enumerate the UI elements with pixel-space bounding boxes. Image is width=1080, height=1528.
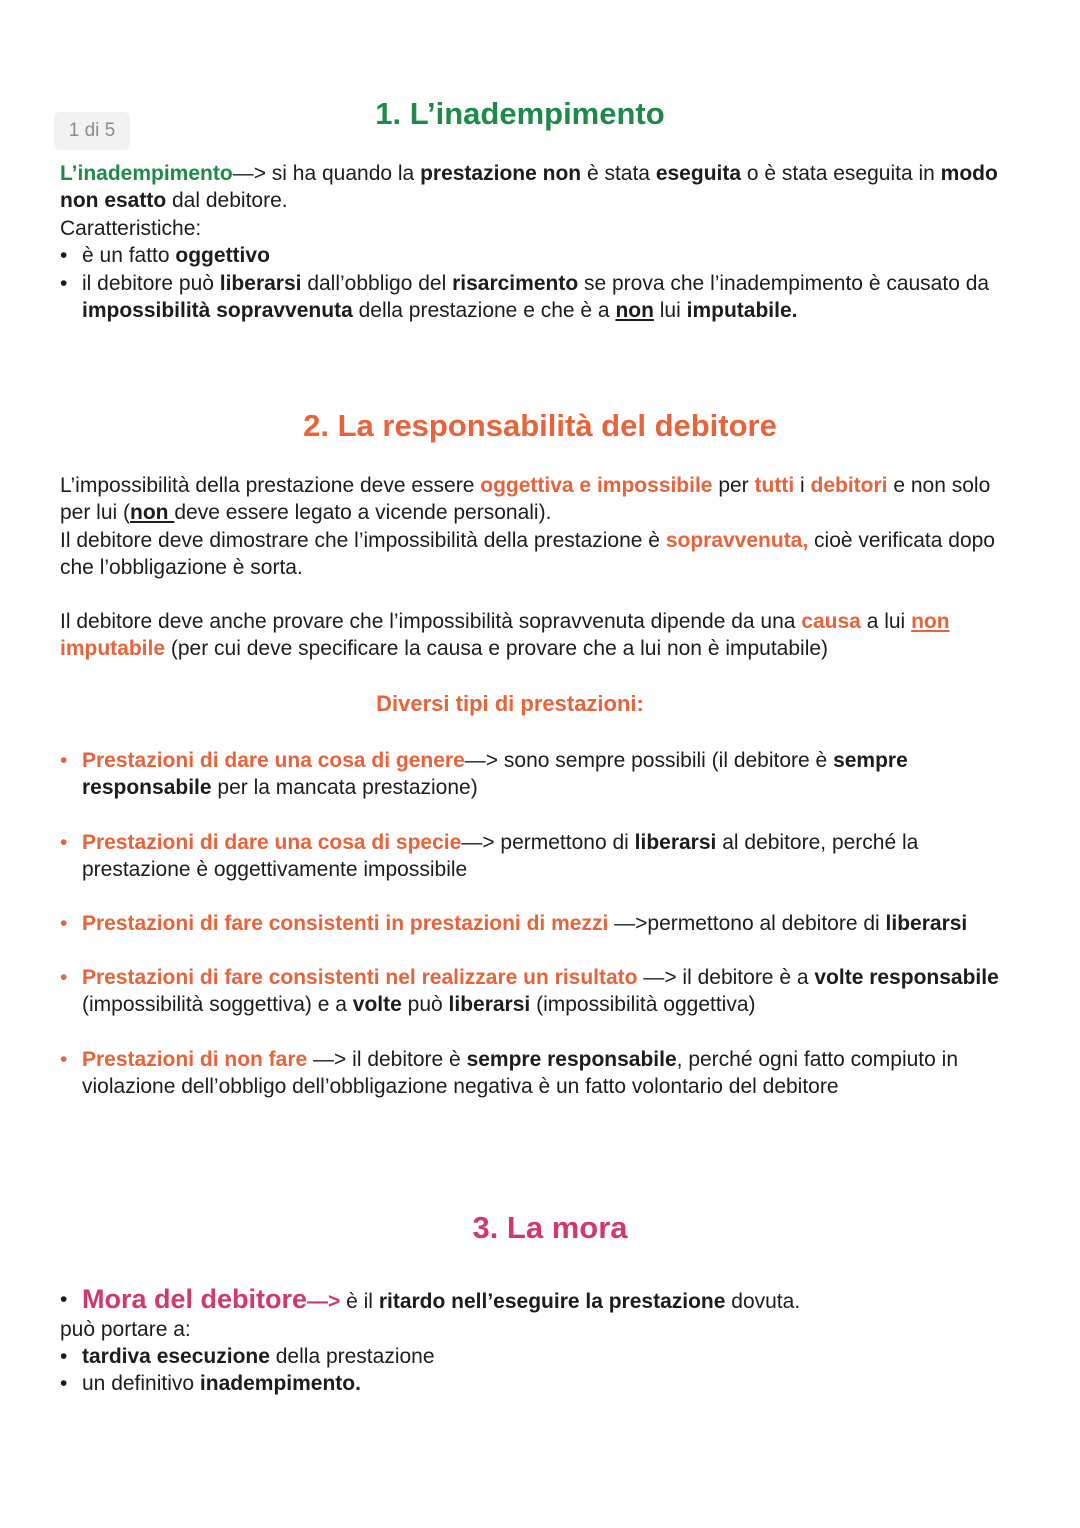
- list-item: [60, 1046, 1020, 1100]
- paragraph: [60, 472, 1020, 526]
- text: lui: [653, 299, 687, 322]
- text: cioè verificata dopo che l’obbligazione è sorta.: [60, 529, 995, 579]
- arrow: —>: [232, 162, 266, 185]
- text: della prestazione e che è a: [352, 299, 616, 322]
- subtitle: Diversi tipi di prestazioni:: [376, 691, 644, 716]
- list-item: [60, 964, 1020, 1018]
- highlight-text: oggettiva e impossibile: [480, 474, 713, 497]
- highlight-text: Prestazioni di fare consistenti nel realizzare un risultato: [82, 966, 638, 989]
- bold-text: sempre responsabile: [82, 749, 908, 799]
- bold-text: volte responsabile: [814, 966, 999, 989]
- bold-text: sempre responsabile: [466, 1048, 677, 1071]
- highlight-text: Prestazioni di fare consistenti in prestazioni di mezzi: [82, 912, 609, 935]
- text: i: [794, 474, 811, 497]
- definition-paragraph: [60, 160, 1020, 214]
- text: dal debitore.: [166, 189, 288, 212]
- text: se prova che l’inadempimento è causato da: [578, 272, 990, 295]
- text: a lui: [860, 610, 912, 633]
- list-item: [60, 242, 1020, 269]
- text: o è stata eseguita in: [741, 162, 941, 185]
- highlight-text: imputabile: [60, 637, 166, 660]
- highlight-text: Prestazioni di non fare: [82, 1048, 308, 1071]
- text: dall’obbligo del: [301, 272, 453, 295]
- bold-text: risarcimento: [452, 272, 579, 295]
- list-item: [60, 910, 1020, 937]
- bold-text: volte: [352, 993, 402, 1016]
- text: e non solo per lui (: [60, 474, 991, 524]
- bullet-icon: •: [60, 1372, 68, 1395]
- text: può: [401, 993, 449, 1016]
- text: L’impossibilità della prestazione deve essere: [60, 474, 481, 497]
- highlight-text: tutti: [754, 474, 795, 497]
- text: deve essere legato a vicende personali).: [174, 501, 552, 524]
- bold-text: non: [615, 299, 654, 322]
- list-item: [60, 747, 1020, 801]
- bold-text: liberarsi: [448, 993, 531, 1016]
- text: , perché ogni fatto compiuto in violazione dell’obbligo dell’obbligazione negativa è un fatto volontario del debitore: [82, 1048, 958, 1098]
- section-title-mora: 3. La mora: [472, 1210, 628, 1245]
- bold-text: prestazione non: [420, 162, 582, 185]
- text: un definitivo: [82, 1372, 200, 1395]
- mora-intro: può portare a:: [60, 1318, 191, 1341]
- bullet-icon: •: [60, 244, 68, 267]
- text: è stata: [581, 162, 656, 185]
- bold-text: liberarsi: [885, 912, 968, 935]
- bold-text: non: [130, 501, 175, 524]
- text: (impossibilità oggettiva): [530, 993, 756, 1016]
- text: —> il debitore è a: [637, 966, 815, 989]
- bold-text: oggettivo: [175, 244, 270, 267]
- list-item: [60, 1343, 1020, 1370]
- text: della prestazione: [269, 1345, 435, 1368]
- text: Il debitore deve anche provare che l’impossibilità sopravvenuta dipende da una: [60, 610, 802, 633]
- bold-text: impossibilità sopravvenuta: [82, 299, 353, 322]
- bullet-icon: •: [60, 1288, 68, 1311]
- text: —> sono sempre possibili (il debitore è: [464, 749, 834, 772]
- bold-text: liberarsi: [219, 272, 302, 295]
- text: Il debitore deve dimostrare che l’impossibilità della prestazione è: [60, 529, 666, 552]
- text: —> il debitore è: [307, 1048, 467, 1071]
- page-indicator: 1 di 5: [54, 112, 130, 150]
- bullet-icon: •: [60, 831, 68, 854]
- highlight-text: sopravvenuta,: [665, 529, 809, 552]
- section-title-responsabilita: 2. La responsabilità del debitore: [303, 408, 777, 443]
- list-item: [60, 1370, 1020, 1397]
- bold-text: modo non esatto: [60, 162, 998, 212]
- highlight-text: Prestazioni di dare una cosa di genere: [82, 749, 465, 772]
- bold-text: ritardo nell’eseguire la prestazione: [378, 1290, 726, 1313]
- text: (per cui deve specificare la causa e provare che a lui non è imputabile): [165, 637, 829, 660]
- text: il debitore può: [82, 272, 220, 295]
- bullet-icon: •: [60, 272, 68, 295]
- list-item: [60, 829, 1020, 883]
- bold-text: inadempimento.: [199, 1372, 361, 1395]
- bold-text: eseguita: [655, 162, 742, 185]
- highlight-text: non: [911, 610, 950, 633]
- bullet-icon: •: [60, 1048, 68, 1071]
- text: è un fatto: [82, 244, 176, 267]
- bullet-icon: •: [60, 749, 68, 772]
- text: si ha quando la: [265, 162, 421, 185]
- text: per: [712, 474, 755, 497]
- section-title-inadempimento: 1. L’inadempimento: [375, 96, 665, 131]
- list-item: [60, 1286, 1020, 1315]
- highlight-text: Prestazioni di dare una cosa di specie: [82, 831, 462, 854]
- paragraph: [60, 527, 1020, 581]
- caratteristiche-label: Caratteristiche:: [60, 217, 202, 240]
- text: —>permettono al debitore di: [608, 912, 886, 935]
- arrow: —>: [307, 1290, 341, 1313]
- text: al debitore, perché la prestazione è oggettivamente impossibile: [82, 831, 919, 881]
- bullet-icon: •: [60, 1345, 68, 1368]
- text: (impossibilità soggettiva) e a: [82, 993, 353, 1016]
- text: per la mancata prestazione): [211, 776, 478, 799]
- highlight-text: Mora del debitore: [82, 1284, 308, 1314]
- highlight-text: causa: [801, 610, 861, 633]
- text: dovuta.: [725, 1290, 801, 1313]
- bold-text: liberarsi: [634, 831, 717, 854]
- text: è il: [340, 1290, 379, 1313]
- bullet-icon: •: [60, 966, 68, 989]
- list-item: [60, 270, 1020, 324]
- paragraph: [60, 608, 1020, 662]
- text: —> permettono di: [461, 831, 635, 854]
- bold-text: tardiva esecuzione: [82, 1345, 270, 1368]
- highlight-text: debitori: [810, 474, 888, 497]
- term: L’inadempimento: [60, 162, 233, 185]
- bold-text: imputabile.: [686, 299, 798, 322]
- bullet-icon: •: [60, 912, 68, 935]
